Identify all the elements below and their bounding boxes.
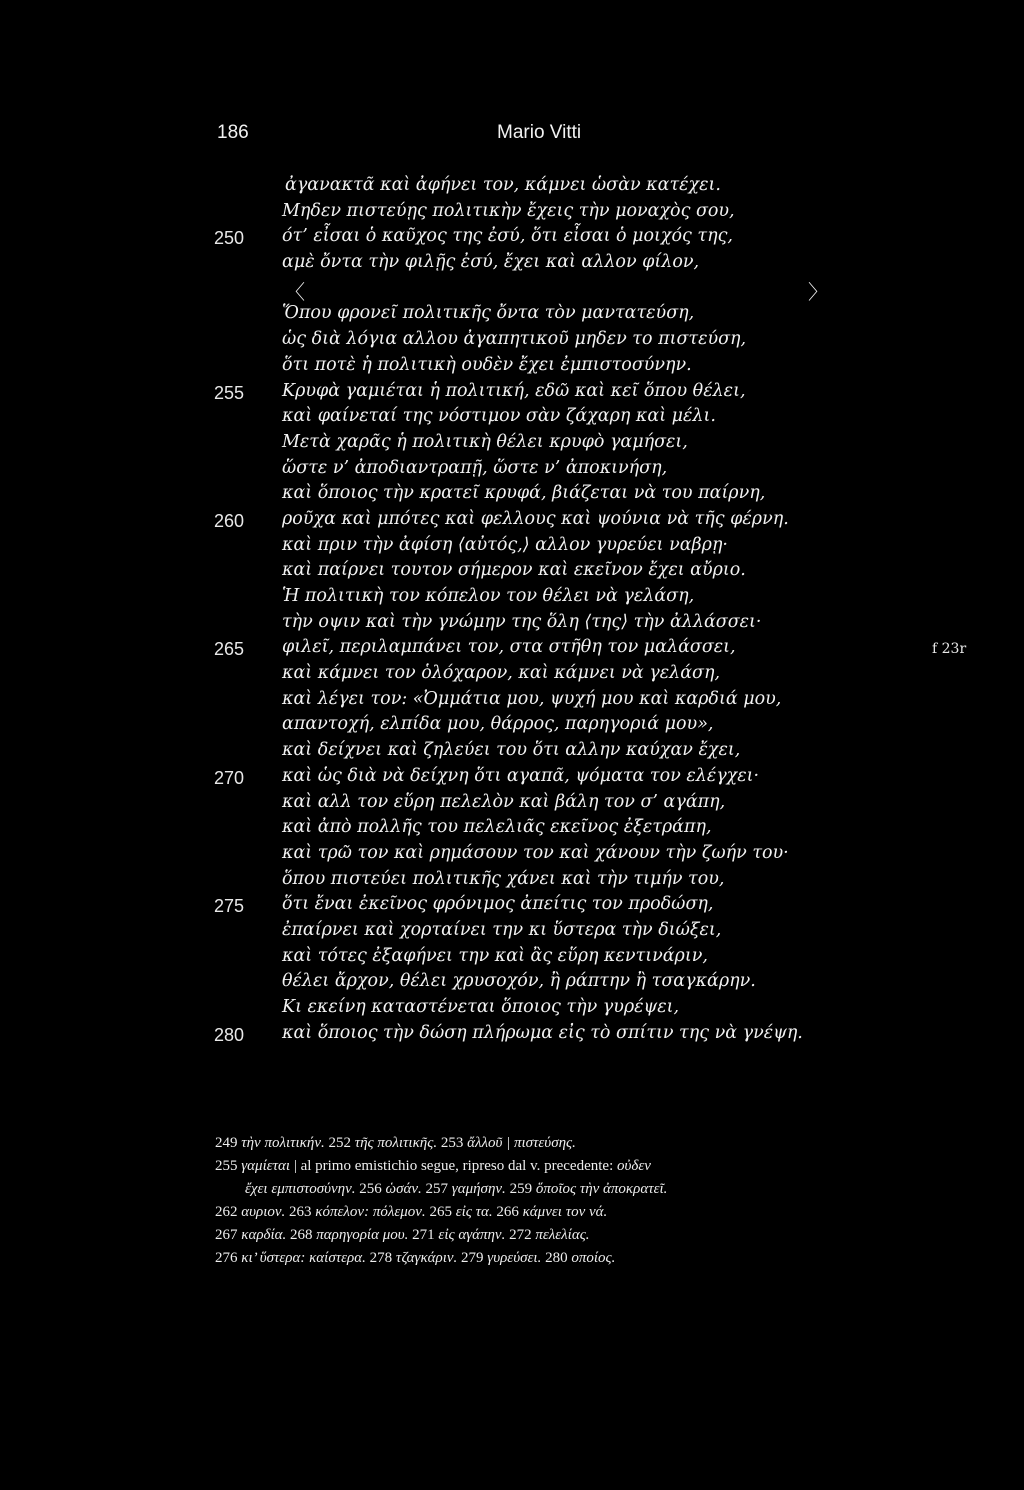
verse-text: ότ’ εἶσαι ὁ καῦχος της ἐσύ, ὅτι εἶσαι ὁ μοιχός της,	[282, 226, 733, 247]
line-number: 265	[214, 639, 245, 660]
apparatus-line	[215, 1204, 975, 1227]
verse-text: τὴν οψιν καὶ τὴν γνώμην της ὅλη ⟨της⟩ τὴν ἀλλάσσει·	[282, 611, 762, 632]
apparatus-segment: κι’ ὕστερα: καίστερα.	[241, 1250, 366, 1266]
apparatus-segment: 272	[505, 1227, 536, 1243]
apparatus-segment: οὐδεν	[617, 1158, 651, 1174]
verse-text: ροῦχα καὶ μπότες καὶ φελλους καὶ ψούνια νὰ τῆς φέρνη.	[282, 508, 789, 529]
verse-line	[0, 483, 1024, 509]
apparatus-segment: 280	[541, 1250, 572, 1266]
apparatus-segment: 276	[215, 1250, 242, 1266]
lacuna-bracket-right: 〉	[808, 279, 828, 304]
verse-text: καὶ ὅποιος τὴν δώση πλήρωμα εἰς τὸ σπίτιν της νὰ γνέψη.	[282, 1022, 803, 1043]
lacuna-bracket-left: 〈	[285, 279, 305, 304]
apparatus-segment: γαμίεται	[241, 1158, 291, 1174]
verse-text: ἀγανακτᾶ καὶ ἀφήνει τον, κάμνει ὡσὰν κατέχει.	[285, 175, 721, 195]
verse-text: καὶ τρῶ τον καὶ ρημάσουν τον καὶ χάνουν τὴν ζωήν του·	[282, 842, 789, 863]
apparatus-segment: ὅποῖος τὴν ἀποκρατεῖ.	[535, 1181, 668, 1197]
apparatus-segment: οποίος.	[571, 1250, 616, 1266]
verse-line	[0, 817, 1024, 843]
apparatus-line	[215, 1181, 975, 1204]
verse-text: Μηδεν πιστεύῃς πολιτικὴν ἔχεις τὴν μοναχὸς σου,	[282, 200, 735, 221]
verse-line	[0, 792, 1024, 818]
verse-line	[0, 766, 1024, 792]
verse-text: Ἡ πολιτικὴ τον κόπελον τον θέλει νὰ γελάση,	[282, 586, 695, 606]
verse-text: ὅτι ἔναι ἐκεῖνος φρόνιμος ἀπείτις τον προδώση,	[282, 894, 714, 915]
verse-text: καὶ κάμνει τον ὁλόχαρον, καὶ κάμνει νὰ γελάση,	[282, 663, 721, 684]
verse-text: ἐπαίρνει καὶ χορταίνει την κι ὕστερα τὴν διώξει,	[282, 919, 722, 940]
verse-line	[0, 1023, 1024, 1049]
verse-line	[0, 689, 1024, 715]
verse-text: καὶ παίρνει τουτον σήμερον καὶ εκεῖνον ἔχει αὔριο.	[282, 560, 746, 581]
poem-text	[0, 175, 1024, 1048]
apparatus-segment: 268	[286, 1227, 317, 1243]
verse-line	[0, 278, 1024, 304]
apparatus-segment: κάμνει τον νά.	[522, 1204, 608, 1220]
verse-text: Μετὰ χαρᾶς ἡ πολιτικὴ θέλει κρυφὸ γαμήσει,	[282, 431, 688, 452]
verse-line	[0, 252, 1024, 278]
apparatus-segment: 267	[215, 1227, 242, 1243]
apparatus-segment: 255	[215, 1158, 242, 1174]
verse-text: καὶ δείχνει καὶ ζηλεύει του ὅτι αλλην καύχαν ἔχει,	[282, 740, 741, 761]
verse-text: καὶ αλλ τον εὕρη πελελὸν καὶ βάλη τον σ’ αγάπη,	[282, 791, 726, 812]
verse-text: καὶ λέγει τον: «Ὀμμάτια μου, ψυχή μου καὶ καρδιά μου,	[282, 688, 782, 709]
line-number: 255	[214, 382, 245, 403]
verse-text: Κι εκείνη καταστένεται ὅποιος τὴν γυρέψει,	[282, 997, 680, 1017]
apparatus-line	[215, 1135, 975, 1158]
apparatus-segment: ἄλλοῦ | πιστεύσης.	[467, 1135, 576, 1151]
apparatus-segment: ἔχει εμπιστοσύνην.	[245, 1181, 356, 1197]
verse-text: καὶ ὡς διὰ νὰ δείχνη ὅτι αγαπᾶ, ψόματα τον ελέγχει·	[282, 765, 760, 786]
apparatus-line	[215, 1250, 975, 1273]
verse-text: καὶ πριν τὴν ἀφίση ⟨αὐτός,⟩ αλλον γυρεύει ναβρῃ·	[282, 534, 728, 555]
verse-text: καὶ ὅποιος τὴν κρατεῖ κρυφά, βιάζεται νὰ του παίρνη,	[282, 483, 766, 504]
apparatus-segment: τῆς πολιτικῆς.	[354, 1135, 438, 1151]
verse-line	[0, 920, 1024, 946]
verse-line	[0, 201, 1024, 227]
verse-line	[0, 535, 1024, 561]
verse-text: θέλει ἄρχον, θέλει χρυσοχόν, ἢ ράπτην ἢ τσαγκάρην.	[282, 971, 756, 992]
apparatus-segment: 252	[324, 1135, 355, 1151]
apparatus-segment: γαμήσην.	[451, 1181, 506, 1197]
verse-text: καὶ τότες ἐξαφήνει την καὶ ἂς εὕρη κεντινάριν,	[282, 945, 708, 966]
verse-line	[0, 971, 1024, 997]
apparatus-segment: αυριον.	[241, 1204, 286, 1220]
apparatus-segment: 253	[437, 1135, 468, 1151]
apparatus-line	[215, 1227, 975, 1250]
verse-line	[0, 406, 1024, 432]
apparatus-segment: ὡσάν.	[385, 1181, 422, 1197]
line-number: 270	[214, 767, 245, 788]
apparatus-segment: 266	[492, 1204, 523, 1220]
line-number: 250	[214, 228, 245, 249]
apparatus-segment: 257	[421, 1181, 452, 1197]
verse-line	[0, 894, 1024, 920]
apparatus-segment: εἰς αγάπην.	[438, 1227, 506, 1243]
apparatus-segment: 249	[215, 1135, 242, 1151]
apparatus-segment: πελελίας.	[535, 1227, 590, 1243]
verse-line	[0, 663, 1024, 689]
apparatus-segment: 259	[505, 1181, 536, 1197]
apparatus-segment: εἰς τα.	[455, 1204, 493, 1220]
apparatus-segment: τζαγκάριν.	[395, 1250, 458, 1266]
verse-text: Κρυφὰ γαμιέται ἡ πολιτική, εδῶ καὶ κεῖ ὅπου θέλει,	[282, 380, 746, 401]
apparatus-segment: γυρεύσει.	[487, 1250, 542, 1266]
apparatus-segment: 263	[285, 1204, 316, 1220]
apparatus-segment: 271	[408, 1227, 439, 1243]
apparatus-segment: κόπελον: πόλεμον.	[315, 1204, 426, 1220]
apparatus-segment: | al primo emistichio segue, ripreso dal v. precedente:	[290, 1158, 617, 1174]
verse-line	[0, 509, 1024, 535]
verse-line	[0, 997, 1024, 1023]
verse-text: αμὲ ὄντα τὴν φιλῇς ἐσύ, ἔχει καὶ αλλον φίλον,	[282, 252, 700, 273]
line-number: 260	[214, 510, 245, 531]
verse-text: ὅπου πιστεύει πολιτικῆς χάνει καὶ τὴν τιμήν του,	[282, 868, 725, 889]
verse-line	[0, 843, 1024, 869]
verse-line	[0, 381, 1024, 407]
verse-line	[0, 560, 1024, 586]
line-number: 275	[214, 896, 245, 917]
verse-line	[0, 355, 1024, 381]
verse-line	[0, 740, 1024, 766]
verse-text: καὶ φαίνεταί της νόστιμον σὰν ζάχαρη καὶ μέλι.	[282, 406, 716, 427]
verse-line	[0, 303, 1024, 329]
verse-line	[0, 226, 1024, 252]
apparatus-segment: 265	[425, 1204, 456, 1220]
verse-line	[0, 175, 1024, 201]
verse-line	[0, 869, 1024, 895]
apparatus-segment: παρηγορία μου.	[316, 1227, 409, 1243]
critical-apparatus	[215, 1135, 975, 1273]
line-number: 280	[214, 1024, 245, 1045]
verse-line	[0, 432, 1024, 458]
apparatus-segment: καρδία.	[241, 1227, 287, 1243]
page-header	[0, 122, 1024, 152]
verse-line	[0, 586, 1024, 612]
verse-text: απαντοχή, ελπίδα μου, θάρρος, παρηγοριά μου»,	[282, 714, 714, 735]
verse-line	[0, 946, 1024, 972]
apparatus-segment: 278	[365, 1250, 396, 1266]
running-head: Mario Vitti	[497, 122, 582, 143]
verse-text: ὡς διὰ λόγια αλλου ἀγαπητικοῦ μηδεν το πιστεύση,	[282, 329, 747, 350]
verse-text: καὶ ἀπὸ πολλῆς του πελελιᾶς εκεῖνος ἐξετράπη,	[282, 817, 712, 838]
apparatus-line	[215, 1158, 975, 1181]
verse-line	[0, 637, 1024, 663]
verse-text: Ὅπου φρονεῖ πολιτικῆς ὄντα τὸν μαντατεύση,	[282, 303, 695, 324]
verse-line	[0, 329, 1024, 355]
apparatus-segment: 262	[215, 1204, 242, 1220]
verse-text: ὅτι ποτὲ ἡ πολιτικὴ ουδὲν ἔχει ἐμπιστοσύνην.	[282, 354, 692, 375]
verse-line	[0, 458, 1024, 484]
verse-line	[0, 612, 1024, 638]
apparatus-segment: 279	[457, 1250, 488, 1266]
verse-text: φιλεῖ, περιλαμπάνει τον, στα στῆθη τον μαλάσσει,	[282, 637, 736, 658]
page-number: 186	[217, 122, 249, 143]
verse-text: ὥστε ν’ ἀποδιαντραπῇ, ὥστε ν’ ἀποκινήση,	[282, 457, 668, 478]
verse-line	[0, 714, 1024, 740]
apparatus-segment: 256	[355, 1181, 386, 1197]
apparatus-segment: τὴν πολιτικήν.	[241, 1135, 325, 1151]
folio-marker: f 23r	[932, 641, 967, 658]
